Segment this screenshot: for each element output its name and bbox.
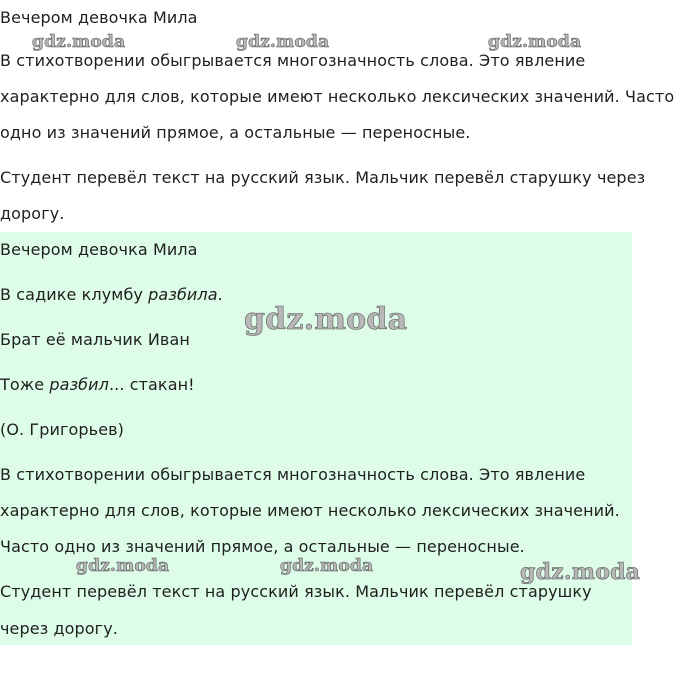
- watermark-logo: gdz.moda: [488, 32, 582, 52]
- watermark-logo: gdz.moda: [280, 556, 374, 576]
- answer-explanation-line-2: характерно для слов, которые имеют несколько лексических значений.: [0, 501, 620, 520]
- watermark-logo: gdz.moda: [236, 32, 330, 52]
- answer-poem-line-3: Брат её мальчик Иван: [0, 330, 190, 349]
- answer-example-line-1: Студент перевёл текст на русский язык. Мальчик перевёл старушку: [0, 582, 592, 601]
- example-line-2: дорогу.: [0, 204, 65, 223]
- poem-line-4-post: ... стакан!: [108, 375, 195, 394]
- answer-example-line-2: через дорогу.: [0, 619, 118, 638]
- watermark-logo: gdz.moda: [244, 302, 408, 337]
- watermark-logo: gdz.moda: [520, 559, 641, 585]
- intro-line-3: одно из значений прямое, а остальные — переносные.: [0, 123, 471, 142]
- poem-line-4-pre: Тоже: [0, 375, 50, 394]
- intro-line-1: В стихотворении обыгрывается многозначность слова. Это явление: [0, 51, 586, 70]
- poem-line-2-post: .: [217, 285, 223, 304]
- answer-explanation-line-1: В стихотворении обыгрывается многозначность слова. Это явление: [0, 465, 586, 484]
- poem-line-2-pre: В садике клумбу: [0, 285, 149, 304]
- poem-first-line: Вечером девочка Мила: [0, 8, 198, 27]
- intro-line-2: характерно для слов, которые имеют несколько лексических значений. Часто: [0, 87, 675, 106]
- poem-author: (О. Григорьев): [0, 420, 125, 439]
- watermark-logo: gdz.moda: [76, 556, 170, 576]
- highlighted-word-razbil: разбил: [49, 375, 109, 394]
- highlighted-word-razbila: разбила: [148, 285, 218, 304]
- answer-explanation-line-3: Часто одно из значений прямое, а остальные — переносные.: [0, 537, 525, 556]
- example-line-1: Студент перевёл текст на русский язык. Мальчик перевёл старушку через: [0, 168, 646, 187]
- answer-poem-line-4: [0, 375, 195, 395]
- answer-poem-line-1: Вечером девочка Мила: [0, 240, 198, 259]
- answer-poem-line-2: [0, 285, 223, 305]
- watermark-logo: gdz.moda: [32, 32, 126, 52]
